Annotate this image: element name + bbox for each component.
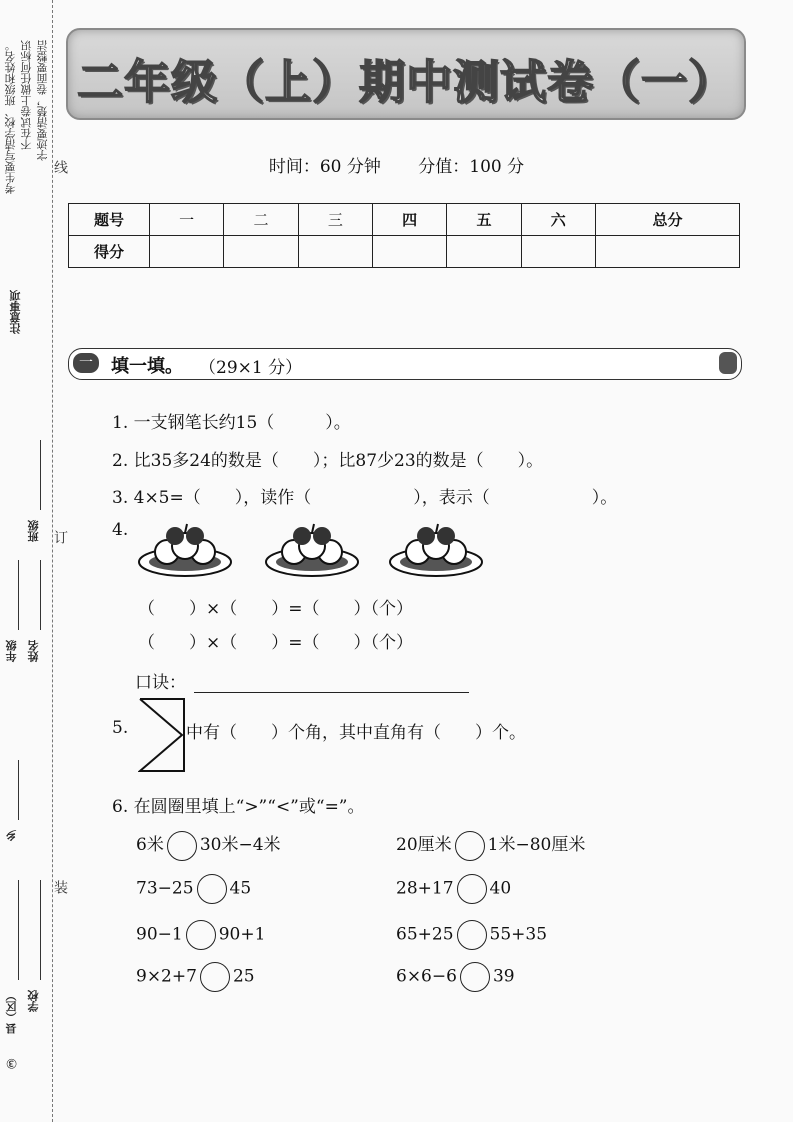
apple-plate-icon (264, 522, 360, 580)
question-2: 2. 比35多24的数是（ ）；比87少23的数是（ ）。 (112, 451, 544, 471)
name-field[interactable] (40, 560, 41, 630)
compare-item (136, 830, 281, 861)
note-line-1: 考生要写清学校、班级和姓名。 (4, 40, 17, 194)
cut-mark-xian: 线 (52, 160, 68, 174)
col-3: 三 (298, 204, 372, 236)
question-5-number: 5. (112, 718, 129, 738)
section-score: （29×1 分） (199, 358, 303, 378)
section-number: 一 (73, 353, 99, 373)
compare-left: 6×6−6 (396, 966, 457, 987)
compare-left: 90−1 (136, 924, 183, 945)
section-end-cap (719, 352, 737, 374)
compare-right: 39 (492, 966, 515, 987)
score-table-score-row (69, 236, 740, 268)
compare-circle[interactable] (186, 920, 216, 950)
exam-meta (0, 152, 793, 177)
exam-score: 分值：100 分 (418, 157, 525, 177)
compare-item (396, 830, 585, 861)
col-6: 六 (521, 204, 595, 236)
score-cell-5[interactable] (447, 236, 521, 268)
section-title: 填一填。 (111, 356, 183, 377)
compare-circle[interactable] (167, 831, 197, 861)
score-cell-1[interactable] (150, 236, 224, 268)
koujue-answer-line[interactable] (194, 674, 469, 693)
compare-circle[interactable] (455, 831, 485, 861)
compare-left: 6米 (136, 835, 164, 855)
col-2: 二 (224, 204, 298, 236)
col-4: 四 (372, 204, 446, 236)
compare-right: 90+1 (218, 924, 266, 945)
grade-field[interactable] (18, 560, 19, 630)
compare-item (136, 962, 255, 992)
question-3: 3. 4×5=（ ），读作（ ），表示（ ）。 (112, 488, 618, 508)
compare-circle[interactable] (460, 962, 490, 992)
note-line-2: 不在试卷上做任何标识 (20, 40, 33, 150)
compare-right: 55+35 (489, 924, 548, 945)
exam-title: 二年级（上）期中测试卷（一） (77, 55, 735, 109)
compare-right: 25 (232, 966, 255, 987)
compare-circle[interactable] (457, 874, 487, 904)
compare-right: 45 (229, 878, 252, 899)
question-1: 1. 一支钢笔长约15（ ）。 (112, 413, 351, 433)
score-row-label-score: 得分 (69, 236, 150, 268)
question-5-text: 中有（ ）个角，其中直角有（ ）个。 (186, 723, 526, 743)
score-row-label-number: 题号 (69, 204, 150, 236)
col-5: 五 (447, 204, 521, 236)
score-cell-2[interactable] (224, 236, 298, 268)
label-class: 班级 (27, 520, 40, 542)
score-table-header-row (69, 204, 740, 236)
compare-item (136, 920, 265, 950)
question-4-koujue (135, 668, 469, 693)
town-field[interactable] (18, 760, 19, 820)
koujue-label: 口诀： (135, 673, 186, 693)
exam-time: 时间：60 分钟 (268, 157, 381, 177)
label-town: 乡 (5, 830, 18, 841)
label-name: 姓名 (27, 640, 40, 662)
county-field[interactable] (18, 880, 19, 980)
col-total: 总分 (595, 204, 739, 236)
label-school: 学校 (27, 990, 40, 1012)
compare-left: 28+17 (396, 878, 454, 899)
compare-item (136, 874, 251, 904)
score-cell-3[interactable] (298, 236, 372, 268)
note-line-3: 字迹要清楚，卷面要整洁 (36, 40, 49, 161)
section-header (68, 348, 742, 380)
title-banner (66, 28, 746, 120)
question-4-number: 4. (112, 520, 129, 540)
compare-circle[interactable] (200, 962, 230, 992)
question-6: 6. 在圆圈里填上“>”“<”或“=”。 (112, 797, 365, 817)
compare-circle[interactable] (457, 920, 487, 950)
page-mark: ③ (4, 1055, 19, 1070)
compare-left: 9×2+7 (136, 966, 197, 987)
angle-figure-icon (138, 697, 186, 773)
compare-right: 30米−4米 (199, 835, 281, 855)
notes-title: 注意事项 (9, 290, 22, 334)
school-field[interactable] (40, 880, 41, 980)
compare-circle[interactable] (197, 874, 227, 904)
score-cell-total[interactable] (595, 236, 739, 268)
score-table (68, 203, 740, 268)
apple-plate-icon (137, 522, 233, 580)
compare-right: 40 (489, 878, 512, 899)
score-cell-6[interactable] (521, 236, 595, 268)
compare-left: 65+25 (396, 924, 454, 945)
label-grade: 年级 (5, 640, 18, 662)
compare-left: 20厘米 (396, 835, 452, 855)
score-cell-4[interactable] (372, 236, 446, 268)
compare-item (396, 920, 547, 950)
cut-mark-zhuang: 装 (52, 880, 68, 894)
col-1: 一 (150, 204, 224, 236)
compare-left: 73−25 (136, 878, 194, 899)
apple-plate-icon (388, 522, 484, 580)
class-field[interactable] (40, 440, 41, 510)
question-4-line-1: （ ）×（ ）=（ ）（个） (138, 599, 413, 619)
compare-item (396, 874, 511, 904)
label-county: 县（区） (5, 990, 18, 1034)
compare-item (396, 962, 515, 992)
cut-mark-ding: 订 (52, 530, 68, 544)
compare-right: 1米−80厘米 (487, 835, 586, 855)
question-4-line-2: （ ）×（ ）=（ ）（个） (138, 633, 413, 653)
